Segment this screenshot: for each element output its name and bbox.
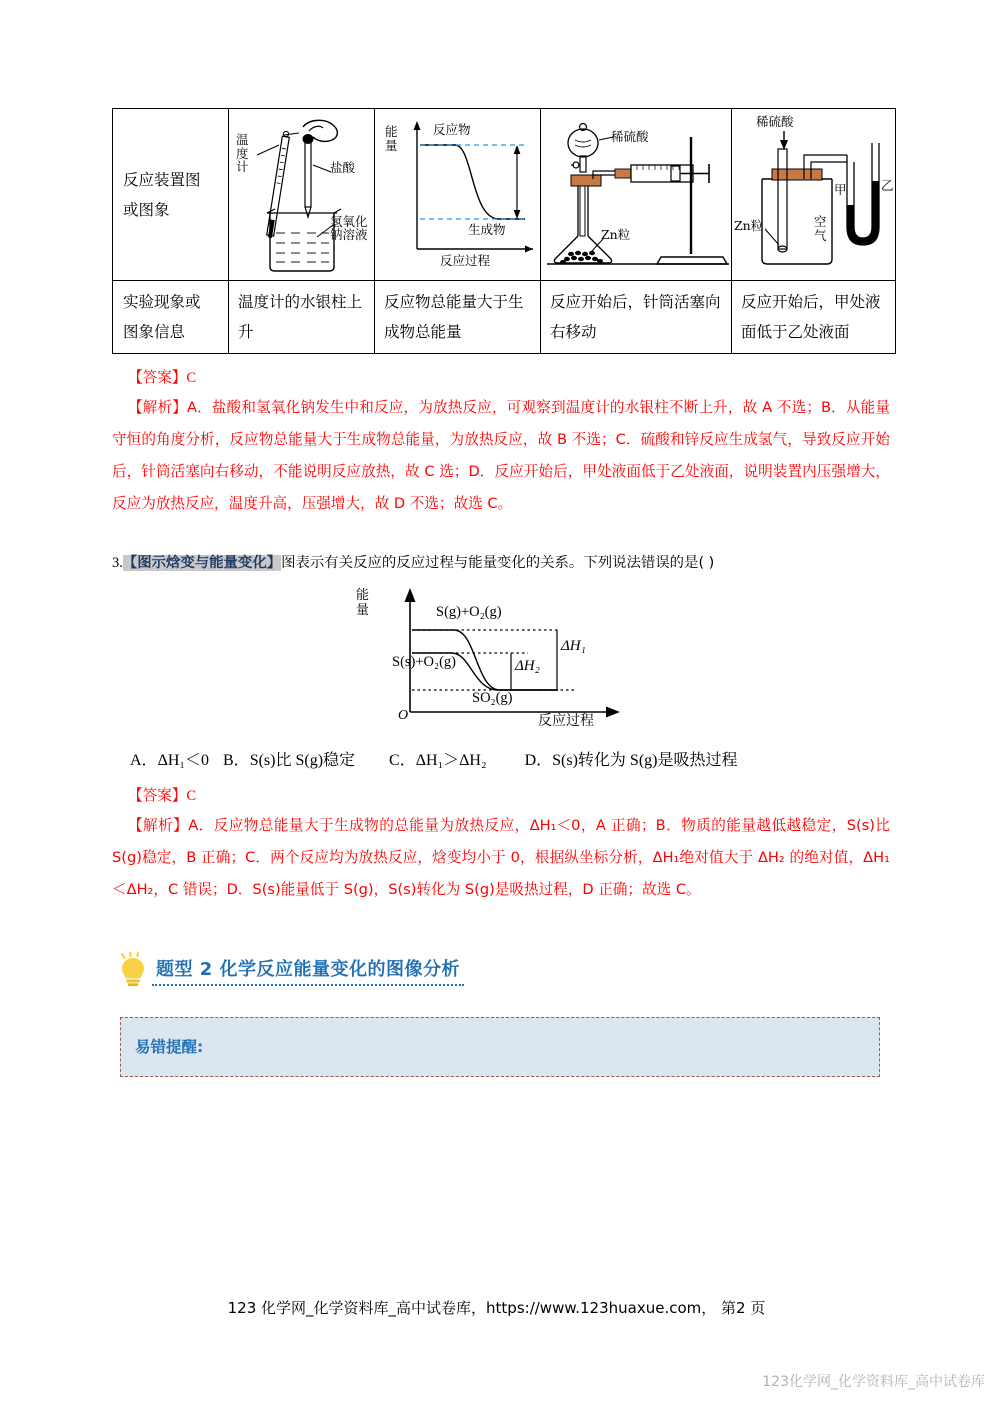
thermometer-label: 温度计 [236,132,249,174]
q3-analysis [112,810,890,906]
q2-answer-label: 【答案】 [128,369,187,386]
sg-o2-label: S(g)+O₂(g) [436,604,502,620]
q3-tag: 【图示焓变与能量变化】 [122,555,282,571]
ss-o2-label: S(s)+O₂(g) [392,654,456,670]
figure-cell-thermometer [229,109,375,281]
observation-cell-c [541,281,732,354]
experiment-table [112,108,896,354]
q2-answer-value: C [186,370,197,386]
origin-label: O [398,708,409,723]
option-d-key: D． [524,752,553,769]
watermark: 123化学网_化学资料库_高中试卷库 [762,1374,985,1390]
table-row-figures [113,109,896,281]
row-label-observation [113,281,229,354]
page-footer: 123 化学网_化学资料库_高中试卷库，https://www.123huaxue.com， 第2 页 [227,1299,766,1317]
q2-answer-line [128,362,888,394]
q2-analysis-label: 【解析】 [128,399,187,416]
q3-options [130,746,910,776]
reaction-process-label: 反应过程 [440,253,491,268]
q3-answer-line [128,780,888,812]
side-jia-label: 甲 [834,182,847,197]
energy-y-axis-label: 能量 [356,588,370,618]
reaction-process-axis-label: 反应过程 [538,713,594,729]
observation-cell-a [229,281,375,354]
side-yi-label: 乙 [881,178,894,193]
observation-text-d: 反应开始后，甲处液面低于乙处液面 [741,293,881,341]
option-a-text: ΔH₁＜0 [157,752,209,769]
q3-analysis-label: 【解析】 [128,817,189,834]
figure-cell-utube [732,109,896,281]
q3-analysis-text: A．反应物总能量大于生成物的总能量为放热反应，ΔH₁＜0，A 正确；B．物质的能量越低越稳定，S(s)比 S(g)稳定，B 正确；C．两个反应均为放热反应，焓变均小于 0，根据纵坐标分析，ΔH₁绝对值大于 ΔH₂ 的绝对值，ΔH₁＜ΔH₂，C 错误；D．S(s)能量低于 S(g)，S(s)转化为 S(g)是吸热过程，D 正确；故选 C。 [112,817,890,898]
zinc-granule-label-2: Zn粒 [734,218,764,233]
observation-cell-b [375,281,541,354]
q3-stem [112,548,902,578]
zinc-granule-label: Zn粒 [601,227,631,242]
tip-box [120,1017,880,1077]
row-label-figure [113,109,229,281]
lightbulb-icon [118,952,148,988]
q3-answer-value: C [186,788,197,804]
option-c-key: C． [389,752,416,769]
air-label: 空气 [814,214,827,243]
option-a-key: A． [130,752,158,769]
observation-text-b: 反应物总能量大于生成物总能量 [384,293,524,341]
observation-cell-d [732,281,896,354]
dilute-sulfuric-acid-label: 稀硫酸 [611,129,649,144]
option-b-key: B． [223,752,250,769]
u-tube-figure [732,109,895,275]
hydrochloric-acid-label: 盐酸 [330,160,356,175]
row-label-figure-text: 反应装置图 或图象 [123,170,201,219]
thermometer-beaker-figure [229,109,374,275]
option-d-text: S(s)转化为 S(g)是吸热过程 [552,752,738,769]
so2-label: SO₂(g) [472,690,513,706]
option-b-text: S(s)比 S(g)稳定 [249,752,356,769]
delta-h2-label: ΔH₂ [515,658,540,674]
observation-text-c: 反应开始后，针筒活塞向右移动 [550,293,721,341]
section-title: 题型 2 化学反应能量变化的图像分析 [152,955,464,986]
option-c-text: ΔH₁＞ΔH₂ [415,752,487,769]
product-label: 生成物 [468,222,506,237]
table-row-observations [113,281,896,354]
row-label-observation-text: 实验现象或 图象信息 [123,293,201,341]
sodium-hydroxide-label: 氢氧化钠溶液 [330,214,368,242]
q2-analysis [112,392,890,520]
section-heading [118,952,464,988]
reactant-label: 反应物 [433,122,471,137]
q3-energy-diagram [348,582,648,734]
delta-h1-label: ΔH₁ [561,638,586,654]
figure-cell-syringe [541,109,732,281]
tip-box-title: 易错提醒: [135,1038,204,1056]
q3-number: 3. [112,555,123,571]
dilute-sulfuric-acid-label-2: 稀硫酸 [756,114,794,129]
q2-analysis-text: A．盐酸和氢氧化钠发生中和反应，为放热反应，可观察到温度计的水银柱不断上升，故 A 不选；B．从能量守恒的角度分析，反应物总能量大于生成物总能量，为放热反应，故 B 不选；C．硫酸和锌反应生成氢气，导致反应开始后，针筒活塞向右移动，不能说明反应放热，故 C 选；D．反应开始后，甲处液面低于乙处液面，说明装置内压强增大，反应为放热反应，温度升高，压强增大，故 D 不选；故选 C。 [112,399,890,512]
figure-cell-energy-curve [375,109,541,281]
observation-text-a: 温度计的水银柱上升 [238,293,363,341]
q3-answer-label: 【答案】 [128,787,187,804]
q3-stem-text: 图表示有关反应的反应过程与能量变化的关系。下列说法错误的是( ) [281,555,715,571]
energy-axis-label: 能量 [385,124,398,153]
